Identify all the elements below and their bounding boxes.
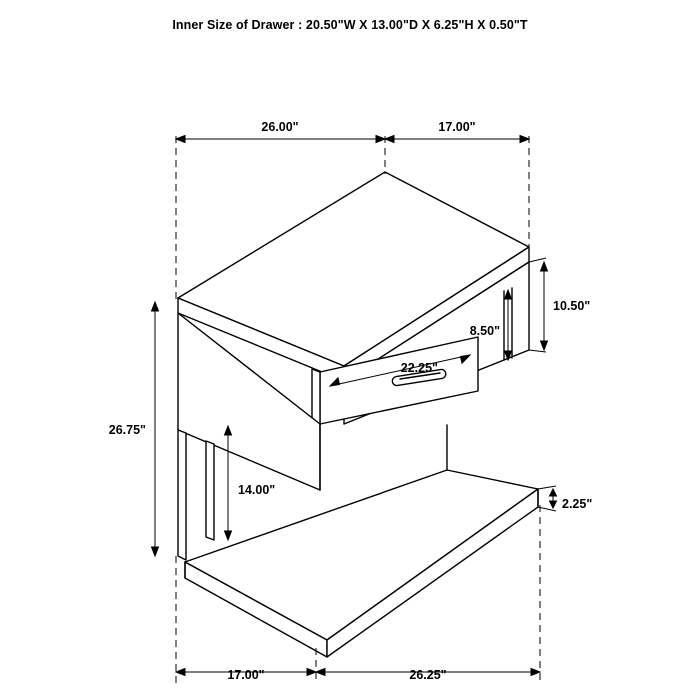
dim-base-depth: 17.00" bbox=[227, 668, 265, 682]
dim-base-width: 26.25" bbox=[409, 668, 447, 682]
dim-drawer-panel-height: 8.50" bbox=[469, 324, 500, 338]
dim-drawer-front-height: 10.50" bbox=[553, 299, 591, 313]
dim-shelf-height: 14.00" bbox=[238, 483, 276, 497]
dim-top-width: 26.00" bbox=[261, 120, 299, 134]
dim-base-thickness: 2.25" bbox=[562, 497, 593, 511]
dim-overall-height: 26.75" bbox=[108, 423, 146, 437]
dim-top-depth: 17.00" bbox=[438, 120, 476, 134]
furniture-outline bbox=[178, 172, 538, 657]
dim-drawer-front-width: 22.25" bbox=[400, 361, 438, 375]
page-title: Inner Size of Drawer : 20.50"W X 13.00"D X 6.25"H X 0.50"T bbox=[172, 18, 528, 32]
